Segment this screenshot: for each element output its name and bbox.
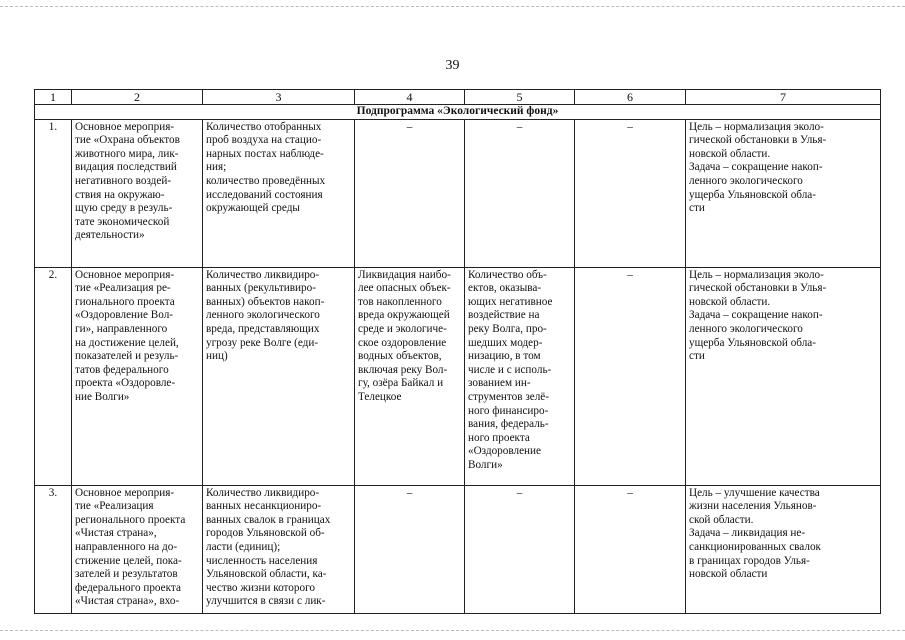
cell-text-line: чество жизни которого [206, 581, 315, 594]
cell-text-line: жизни населения Ульянов- [689, 500, 817, 513]
cell-text-line: ленного экологического [689, 322, 803, 335]
subprogram-title: Подпрограмма «Экологический фонд» [35, 105, 881, 120]
cell-text-line: гу, озёра Байкал и [358, 377, 444, 390]
cell-text-line: Количество ликвидиро- [206, 486, 320, 499]
cell-text-line: Количество объ- [468, 268, 547, 281]
cell-text-line: направленного на до- [75, 540, 178, 553]
cell-text-line: щую среду в резуль- [75, 202, 173, 215]
cell-text-line: ласти (единиц); [206, 540, 281, 553]
header-cell: 7 [686, 90, 881, 105]
scan-edge-bottom [0, 630, 905, 631]
cell-text-line: Основное мероприя- [75, 486, 175, 499]
col4-cell: – [355, 119, 465, 267]
cell-text-line: регионального проекта [75, 513, 186, 526]
cell-text-line: «Чистая страна», вхо- [75, 595, 180, 608]
indicators-cell [203, 267, 355, 485]
cell-text-line: водных объектов, [358, 350, 442, 363]
cell-text-line: ленного экологического [689, 174, 803, 187]
cell-text-line: животного мира, лик- [75, 147, 179, 160]
header-cell: 1 [35, 90, 72, 105]
col5-cell: – [465, 119, 575, 267]
cell-text-line: ного финансиро- [468, 404, 549, 417]
cell-text-line: исследований состояния [206, 188, 323, 201]
cell-text-line: «Оздоровление [468, 445, 541, 458]
row-number: 2. [35, 267, 72, 485]
cell-text-line: лее опасных объек- [358, 282, 451, 295]
cell-text-line: ного проекта [468, 431, 530, 444]
cell-text-line: ущерба Ульяновской обла- [689, 336, 816, 349]
cell-text-line: вреда окружающей [358, 309, 450, 322]
col6-cell: – [575, 267, 686, 485]
cell-text-line: «Оздоровление Вол- [75, 309, 173, 322]
cell-text-line: Ликвидация наибо- [358, 268, 451, 281]
cell-text-line: нарных постах наблюде- [206, 147, 324, 160]
cell-text-line: численность населения [206, 554, 318, 567]
scan-edge-top [0, 6, 905, 7]
cell-text-line: струментов зелё- [468, 390, 549, 403]
cell-text-line: новской области. [689, 147, 771, 160]
cell-text-line: угрозу реке Волге (еди- [206, 336, 319, 349]
cell-text-line: Цель – нормализация эколо- [689, 268, 824, 281]
cell-text-line: тие «Реализация [75, 500, 154, 513]
cell-text-line: гионального проекта [75, 295, 175, 308]
cell-text-line: ги», направленного [75, 322, 168, 335]
table-row [35, 485, 881, 613]
cell-text-line: на достижение целей, [75, 336, 179, 349]
cell-text-line: зателей и результатов [75, 568, 178, 581]
cell-text-line: ектов, оказыва- [468, 282, 542, 295]
cell-text-line: «Чистая страна», [75, 527, 157, 540]
row-number: 3. [35, 485, 72, 613]
cell-text-line: новской области. [689, 295, 771, 308]
cell-text-line: Задача – сокращение накоп- [689, 161, 823, 174]
cell-text-line: стижение целей, пока- [75, 554, 182, 567]
cell-text-line: ущерба Ульяновской обла- [689, 188, 816, 201]
cell-text-line: Цель – улучшение качества [689, 486, 820, 499]
cell-text-line: ское оздоровление [358, 336, 447, 349]
cell-text-line: Задача – ликвидация не- [689, 527, 806, 540]
cell-text-line: Количество отобранных [206, 120, 322, 133]
cell-text-line: ской области. [689, 513, 754, 526]
cell-text-line: тие «Реализация ре- [75, 282, 171, 295]
cell-text-line: количество проведённых [206, 174, 326, 187]
cell-text-line: Основное мероприя- [75, 120, 175, 133]
cell-text-line: ванных (рекультивиро- [206, 282, 316, 295]
cell-text-line: татов федерального [75, 363, 169, 376]
cell-text-line: видация последствий [75, 161, 177, 174]
cell-text-line: ниц) [206, 350, 228, 363]
event-cell [72, 119, 203, 267]
goal-cell [686, 267, 881, 485]
event-cell [72, 267, 203, 485]
cell-text-line: ствия на окружаю- [75, 188, 165, 201]
cell-text-line: окружающей среды [206, 202, 300, 215]
cell-text-line: городов Ульяновской об- [206, 527, 325, 540]
indicators-cell [203, 119, 355, 267]
header-row [35, 90, 881, 105]
subprogram-row [35, 105, 881, 120]
col5-cell [465, 267, 575, 485]
cell-text-line: сти [689, 350, 705, 363]
cell-text-line: Основное мероприя- [75, 268, 175, 281]
cell-text-line: шедших модер- [468, 336, 543, 349]
table-row [35, 267, 881, 485]
cell-text-line: проекта «Оздоровле- [75, 377, 176, 390]
col6-cell: – [575, 485, 686, 613]
cell-text-line: ние Волги» [75, 390, 130, 403]
cell-text-line: воздействие на [468, 309, 540, 322]
event-cell [72, 485, 203, 613]
indicators-cell [203, 485, 355, 613]
goal-cell [686, 119, 881, 267]
goal-cell [686, 485, 881, 613]
cell-text-line: вания, федераль- [468, 418, 549, 431]
cell-text-line: тов накопленного [358, 295, 442, 308]
cell-text-line: Волги» [468, 458, 503, 471]
cell-text-line: ванных) объектов накоп- [206, 295, 325, 308]
page-number: 39 [445, 58, 460, 73]
header-cell: 5 [465, 90, 575, 105]
col4-cell: – [355, 485, 465, 613]
cell-text-line: Цель – нормализация эколо- [689, 120, 824, 133]
program-table [34, 89, 881, 614]
cell-text-line: зованием ин- [468, 377, 531, 390]
cell-text-line: негативного воздей- [75, 174, 172, 187]
cell-text-line: вреда, представляющих [206, 322, 320, 335]
cell-text-line: деятельности» [75, 229, 145, 242]
cell-text-line: проб воздуха на стацио- [206, 134, 322, 147]
cell-text-line: Телецкое [358, 390, 402, 403]
cell-text-line: среде и экологиче- [358, 322, 447, 335]
col6-cell: – [575, 119, 686, 267]
cell-text-line: гической обстановки в Улья- [689, 134, 827, 147]
col4-cell [355, 267, 465, 485]
cell-text-line: реку Волга, про- [468, 322, 547, 335]
cell-text-line: Задача – сокращение накоп- [689, 309, 823, 322]
header-cell: 3 [203, 90, 355, 105]
cell-text-line: тие «Охрана объектов [75, 134, 180, 147]
header-cell: 2 [72, 90, 203, 105]
cell-text-line: тате экономической [75, 215, 170, 228]
cell-text-line: ленного экологического [206, 309, 320, 322]
cell-text-line: ванных несанкциониро- [206, 500, 322, 513]
cell-text-line: ния; [206, 161, 227, 174]
cell-text-line: улучшится в связи с лик- [206, 595, 326, 608]
cell-text-line: Ульяновской области, ка- [206, 568, 327, 581]
cell-text-line: в границах городов Улья- [689, 554, 810, 567]
cell-text-line: Количество ликвидиро- [206, 268, 320, 281]
cell-text-line: числе и с исполь- [468, 363, 552, 376]
cell-text-line: ющих негативное [468, 295, 553, 308]
header-cell: 4 [355, 90, 465, 105]
cell-text-line: новской области [689, 568, 768, 581]
cell-text-line: сти [689, 202, 705, 215]
cell-text-line: показателей и резуль- [75, 350, 179, 363]
cell-text-line: санкционированных свалок [689, 540, 821, 553]
col5-cell: – [465, 485, 575, 613]
cell-text-line: низацию, в том [468, 350, 541, 363]
cell-text-line: гической обстановки в Улья- [689, 282, 827, 295]
table-row [35, 119, 881, 267]
cell-text-line: федерального проекта [75, 581, 181, 594]
header-cell: 6 [575, 90, 686, 105]
cell-text-line: включая реку Вол- [358, 363, 448, 376]
cell-text-line: ванных свалок в границах [206, 513, 331, 526]
row-number: 1. [35, 119, 72, 267]
